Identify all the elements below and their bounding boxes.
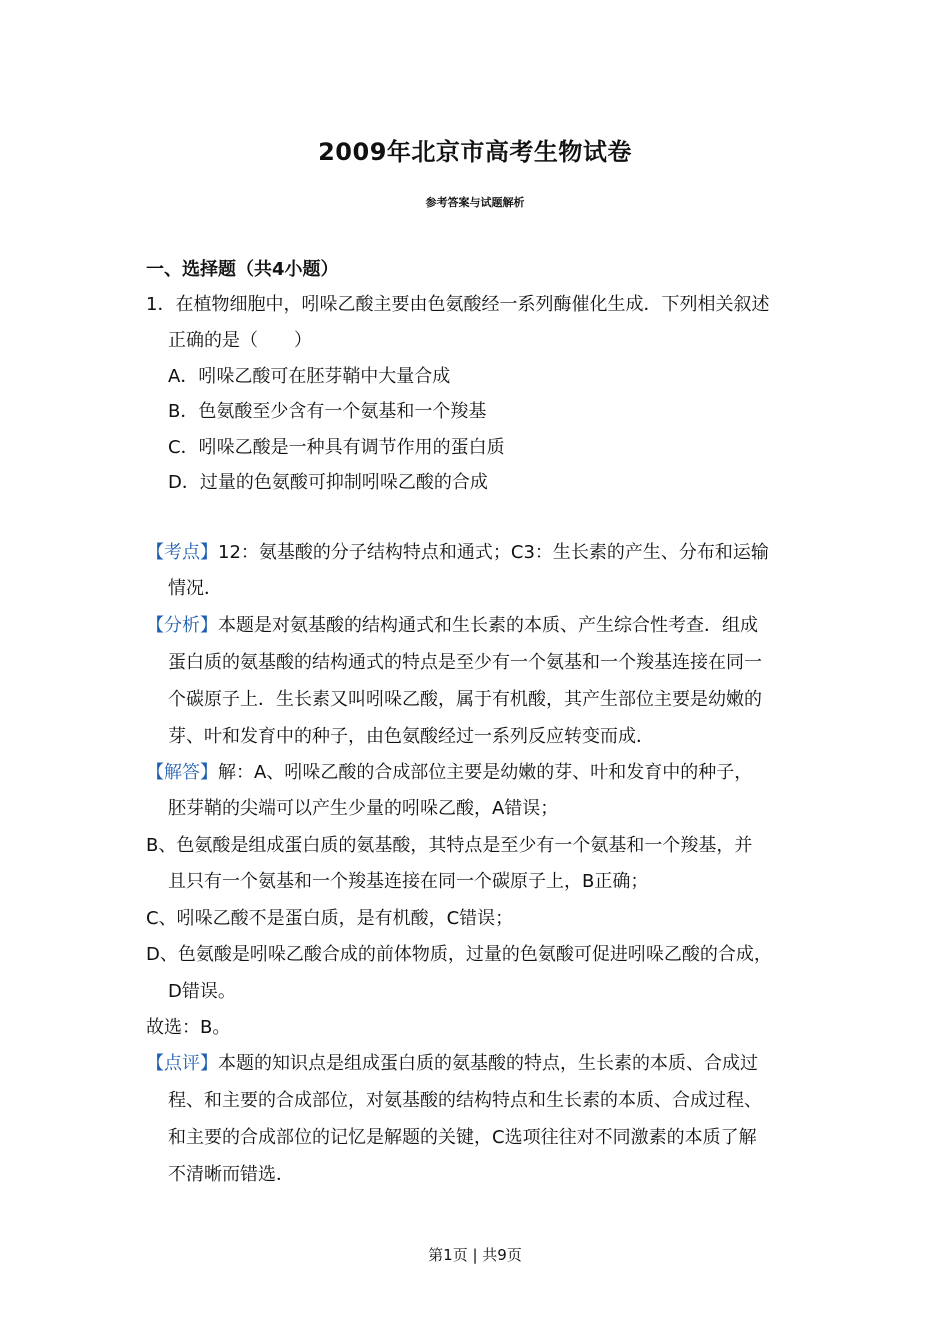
dianping-tag: 【点评】 <box>146 1053 218 1074</box>
section-heading: 一、选择题（共4小题） <box>146 259 339 280</box>
option-c: C．吲哚乙酸是一种具有调节作用的蛋白质 <box>168 437 505 458</box>
jieda-tag: 【解答】 <box>146 762 218 783</box>
jieda-d: D、色氨酸是吲哚乙酸合成的前体物质，过量的色氨酸可促进吲哚乙酸的合成， <box>146 944 772 965</box>
dianping-cont-3: 不清晰而错选． <box>168 1164 294 1185</box>
jieda-line <box>146 760 752 786</box>
dianping-text: 本题的知识点是组成蛋白质的氨基酸的特点，生长素的本质、合成过 <box>218 1053 758 1074</box>
page-footer: 第1页 | 共9页 <box>428 1246 522 1264</box>
fenxi-tag: 【分析】 <box>146 615 218 636</box>
jieda-b-cont: 且只有一个氨基和一个羧基连接在同一个碳原子上，B正确； <box>168 871 649 892</box>
fenxi-line <box>146 613 758 639</box>
kaodian-line <box>146 540 769 566</box>
option-d: D．过量的色氨酸可抑制吲哚乙酸的合成 <box>168 472 488 493</box>
kaodian-text: 12：氨基酸的分子结构特点和通式；C3：生长素的产生、分布和运输 <box>218 542 769 563</box>
dianping-line <box>146 1051 758 1077</box>
jieda-b: B、色氨酸是组成蛋白质的氨基酸，其特点是至少有一个氨基和一个羧基，并 <box>146 835 753 856</box>
fenxi-cont-3: 芽、叶和发育中的种子，由色氨酸经过一系列反应转变而成． <box>168 726 654 747</box>
fenxi-text: 本题是对氨基酸的结构通式和生长素的本质、产生综合性考查．组成 <box>218 615 758 636</box>
question-stem-cont: 正确的是（ ） <box>168 330 312 351</box>
jieda-c: C、吲哚乙酸不是蛋白质，是有机酸，C错误； <box>146 908 514 929</box>
jieda-cont-1: 胚芽鞘的尖端可以产生少量的吲哚乙酸，A错误； <box>168 798 559 819</box>
question-stem: 1．在植物细胞中，吲哚乙酸主要由色氨酸经一系列酶催化生成．下列相关叙述 <box>146 294 770 315</box>
kaodian-tag: 【考点】 <box>146 542 218 563</box>
kaodian-cont: 情况． <box>168 578 222 599</box>
fenxi-cont-2: 个碳原子上．生长素又叫吲哚乙酸，属于有机酸，其产生部位主要是幼嫩的 <box>168 689 762 710</box>
answer-line: 故选：B。 <box>146 1017 231 1038</box>
jieda-d-cont: D错误。 <box>168 981 236 1002</box>
page-title: 2009年北京市高考生物试卷 <box>318 138 632 166</box>
option-b: B．色氨酸至少含有一个氨基和一个羧基 <box>168 401 487 422</box>
dianping-cont-2: 和主要的合成部位的记忆是解题的关键，C选项往往对不同激素的本质了解 <box>168 1127 757 1148</box>
dianping-cont-1: 程、和主要的合成部位，对氨基酸的结构特点和生长素的本质、合成过程、 <box>168 1090 762 1111</box>
jieda-text: 解：A、吲哚乙酸的合成部位主要是幼嫩的芽、叶和发育中的种子， <box>218 762 753 783</box>
page-subtitle: 参考答案与试题解析 <box>425 196 525 209</box>
fenxi-cont-1: 蛋白质的氨基酸的结构通式的特点是至少有一个氨基和一个羧基连接在同一 <box>168 652 762 673</box>
option-a: A．吲哚乙酸可在胚芽鞘中大量合成 <box>168 366 451 387</box>
